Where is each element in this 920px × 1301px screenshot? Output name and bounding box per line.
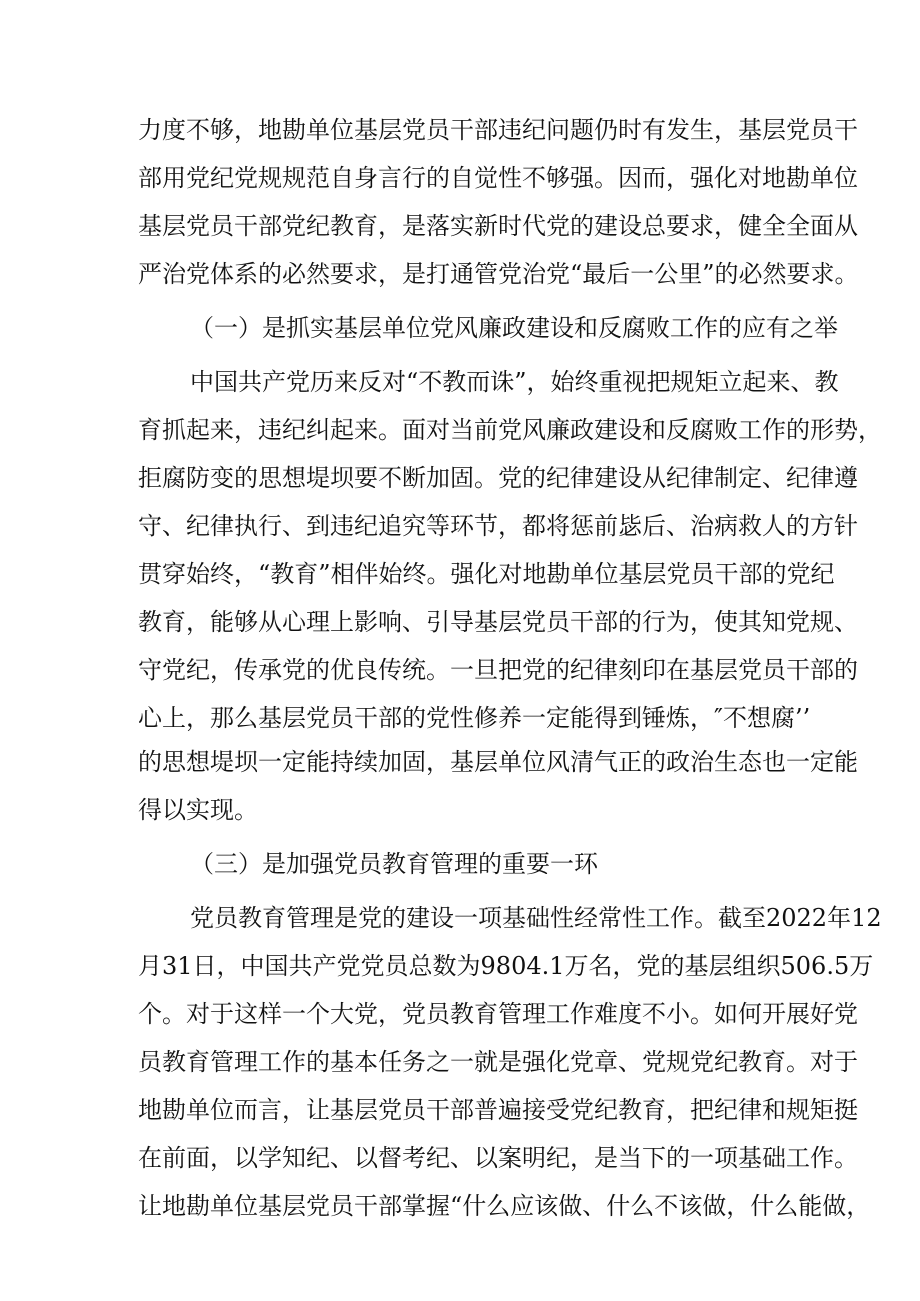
paragraph-line: 教育，能够从心理上影响、引导基层党员干部的行为，使其知党规、 xyxy=(138,608,858,636)
paragraph-line: 让地勘单位基层党员干部掌握“什么应该做、什么不该做，什么能做， xyxy=(138,1192,871,1220)
paragraph-line: 心上，那么基层党员干部的党性修养一定能得到锤炼，″不想腐’’ xyxy=(138,704,811,732)
paragraph-line: 中国共产党历来反对“不教而诛”，始终重视把规矩立起来、教 xyxy=(190,368,839,396)
paragraph-line: 员教育管理工作的基本任务之一就是强化党章、党规党纪教育。对于 xyxy=(138,1048,858,1076)
paragraph-line: 的思想堤坝一定能持续加固，基层单位风清气正的政治生态也一定能 xyxy=(138,748,858,776)
paragraph-line: 严治党体系的必然要求，是打通管党治党“最后一公里”的必然要求。 xyxy=(138,260,859,288)
paragraph-line: 得以实现。 xyxy=(138,796,258,824)
paragraph-line: 个。对于这样一个大党，党员教育管理工作难度不小。如何开展好党 xyxy=(138,1000,858,1028)
paragraph-line: 力度不够，地勘单位基层党员干部违纪问题仍时有发生，基层党员干 xyxy=(138,116,858,144)
paragraph-line: 基层党员干部党纪教育，是落实新时代党的建设总要求，健全全面从 xyxy=(138,212,858,240)
paragraph-line: 拒腐防变的思想堤坝要不断加固。党的纪律建设从纪律制定、纪律遵 xyxy=(138,464,858,492)
paragraph-line: 党员教育管理是党的建设一项基础性经常性工作。截至2022年12 xyxy=(190,904,882,932)
section-heading-1: （一）是抓实基层单位党风廉政建设和反腐败工作的应有之举 xyxy=(190,314,838,342)
paragraph-line: 部用党纪党规规范自身言行的自觉性不够强。因而，强化对地勘单位 xyxy=(138,164,858,192)
paragraph-line: 月31日，中国共产党党员总数为9804.1万名，党的基层组织506.5万 xyxy=(138,952,874,980)
paragraph-line: 贯穿始终，“教育”相伴始终。强化对地勘单位基层党员干部的党纪 xyxy=(138,560,835,588)
paragraph-line: 育抓起来，违纪纠起来。面对当前党风廉政建设和反腐败工作的形势， xyxy=(138,416,882,444)
paragraph-line: 地勘单位而言，让基层党员干部普遍接受党纪教育，把纪律和规矩挺 xyxy=(138,1096,858,1124)
paragraph-line: 在前面，以学知纪、以督考纪、以案明纪，是当下的一项基础工作。 xyxy=(138,1144,858,1172)
paragraph-line: 守、纪律执行、到违纪追究等环节，都将惩前毖后、治病救人的方针 xyxy=(138,512,858,540)
paragraph-line: 守党纪，传承党的优良传统。一旦把党的纪律刻印在基层党员干部的 xyxy=(138,656,858,684)
section-heading-2: （三）是加强党员教育管理的重要一环 xyxy=(190,850,598,878)
